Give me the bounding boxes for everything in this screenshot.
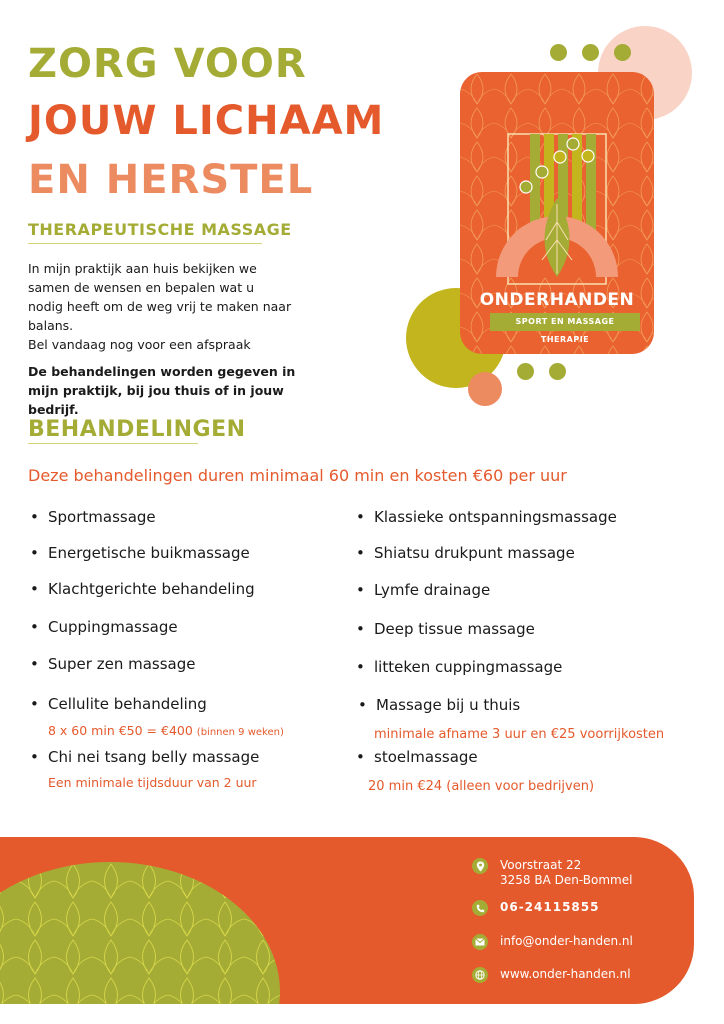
website-url: www.onder-handen.nl (500, 967, 631, 981)
location-note-line: mijn praktijk, bij jou thuis of in jouw bedrijf. (28, 383, 284, 417)
bullet: • (30, 748, 39, 766)
treatment-item (356, 508, 617, 526)
headline-line-3: EN HERSTEL (28, 157, 314, 203)
green-dot (550, 44, 567, 61)
bullet: • (30, 618, 39, 636)
treatment-item (30, 695, 207, 713)
stoel-note: 20 min €24 (alleen voor bedrijven) (368, 779, 595, 794)
address-line: 3258 BA Den-Bommel (500, 873, 633, 887)
email-address: info@onder-handen.nl (500, 934, 633, 948)
treatment-label: Shiatsu drukpunt massage (374, 544, 575, 562)
headline-line-2: JOUW LICHAAM (28, 98, 385, 144)
bullet: • (30, 580, 39, 598)
location-note-line: De behandelingen worden gegeven in (28, 364, 296, 379)
bullet: • (356, 620, 365, 638)
treatments-divider (28, 443, 198, 444)
green-dot (582, 44, 599, 61)
mail-icon (472, 934, 488, 950)
treatment-item (30, 544, 250, 562)
treatments-title: BEHANDELINGEN (28, 417, 246, 442)
treatment-label: Cuppingmassage (48, 618, 178, 636)
bullet: • (30, 544, 39, 562)
cellulite-price: 8 x 60 min €50 = €400 (48, 723, 193, 738)
bullet: • (356, 581, 365, 599)
treatment-label: Deep tissue massage (374, 620, 535, 638)
address-line: Voorstraat 22 (500, 858, 582, 872)
address-text (500, 858, 632, 888)
treatment-item (356, 581, 490, 599)
cellulite-note (48, 723, 284, 738)
bullet: • (356, 658, 365, 676)
intro-paragraph (28, 259, 328, 354)
intro-line: nodig heeft om de weg vrij te maken naar (28, 299, 292, 314)
contact-email[interactable] (472, 934, 633, 950)
bullet: • (358, 696, 367, 714)
bullet: • (30, 695, 39, 713)
subheading-divider (28, 243, 262, 244)
price-info: Deze behandelingen duren minimaal 60 min en kosten €60 per uur (28, 466, 567, 485)
logo-name: ONDERHANDEN (479, 290, 635, 310)
treatment-item (358, 696, 520, 714)
intro-line: Bel vandaag nog voor een afspraak (28, 337, 251, 352)
treatment-item (356, 748, 478, 766)
treatment-label: stoelmassage (374, 748, 478, 766)
green-dot (517, 363, 534, 380)
treatment-label: Cellulite behandeling (48, 695, 207, 713)
treatment-label: Massage bij u thuis (376, 696, 521, 714)
logo (460, 72, 654, 354)
bullet: • (30, 508, 39, 526)
logo-graphic (460, 72, 654, 354)
treatment-label: Lymfe drainage (374, 581, 491, 599)
treatment-label: Chi nei tsang belly massage (48, 748, 260, 766)
phone-icon (472, 900, 488, 916)
treatment-item (30, 580, 255, 598)
chi-note: Een minimale tijdsduur van 2 uur (48, 775, 257, 790)
treatment-item (30, 618, 178, 636)
contact-website[interactable] (472, 967, 631, 983)
treatment-label: litteken cuppingmassage (374, 658, 563, 676)
headline-line-1: ZORG VOOR (28, 41, 307, 87)
leaf-pattern (0, 862, 280, 1004)
salmon-dot (468, 372, 502, 406)
logo-tagline: SPORT EN MASSAGE THERAPIE (490, 313, 640, 331)
intro-line: In mijn praktijk aan huis bekijken we (28, 261, 257, 276)
treatment-item (356, 658, 562, 676)
thuis-note: minimale afname 3 uur en €25 voorrijkosten (374, 727, 665, 742)
bullet: • (30, 655, 39, 673)
treatment-item (356, 620, 535, 638)
bullet: • (356, 508, 365, 526)
treatment-label: Super zen massage (48, 655, 196, 673)
bullet: • (356, 748, 365, 766)
location-note (28, 362, 338, 419)
location-pin-icon (472, 858, 488, 874)
treatment-item (30, 655, 195, 673)
globe-icon (472, 967, 488, 983)
treatment-item (356, 544, 575, 562)
phone-number: 06-24115855 (500, 900, 600, 914)
bullet: • (356, 544, 365, 562)
treatment-label: Sportmassage (48, 508, 156, 526)
treatment-item (30, 748, 259, 766)
subheading: THERAPEUTISCHE MASSAGE (28, 220, 292, 239)
intro-line: samen de wensen en bepalen wat u (28, 280, 255, 295)
pattern-blob (0, 862, 280, 1004)
green-dot (549, 363, 566, 380)
treatment-item (30, 508, 156, 526)
intro-line: balans. (28, 318, 74, 333)
contact-address (472, 858, 632, 888)
treatment-label: Klassieke ontspanningsmassage (374, 508, 617, 526)
cellulite-period: (binnen 9 weken) (196, 727, 284, 738)
treatment-label: Energetische buikmassage (48, 544, 250, 562)
green-dot (614, 44, 631, 61)
contact-footer (0, 837, 694, 1004)
treatment-label: Klachtgerichte behandeling (48, 580, 255, 598)
contact-phone[interactable] (472, 900, 599, 916)
